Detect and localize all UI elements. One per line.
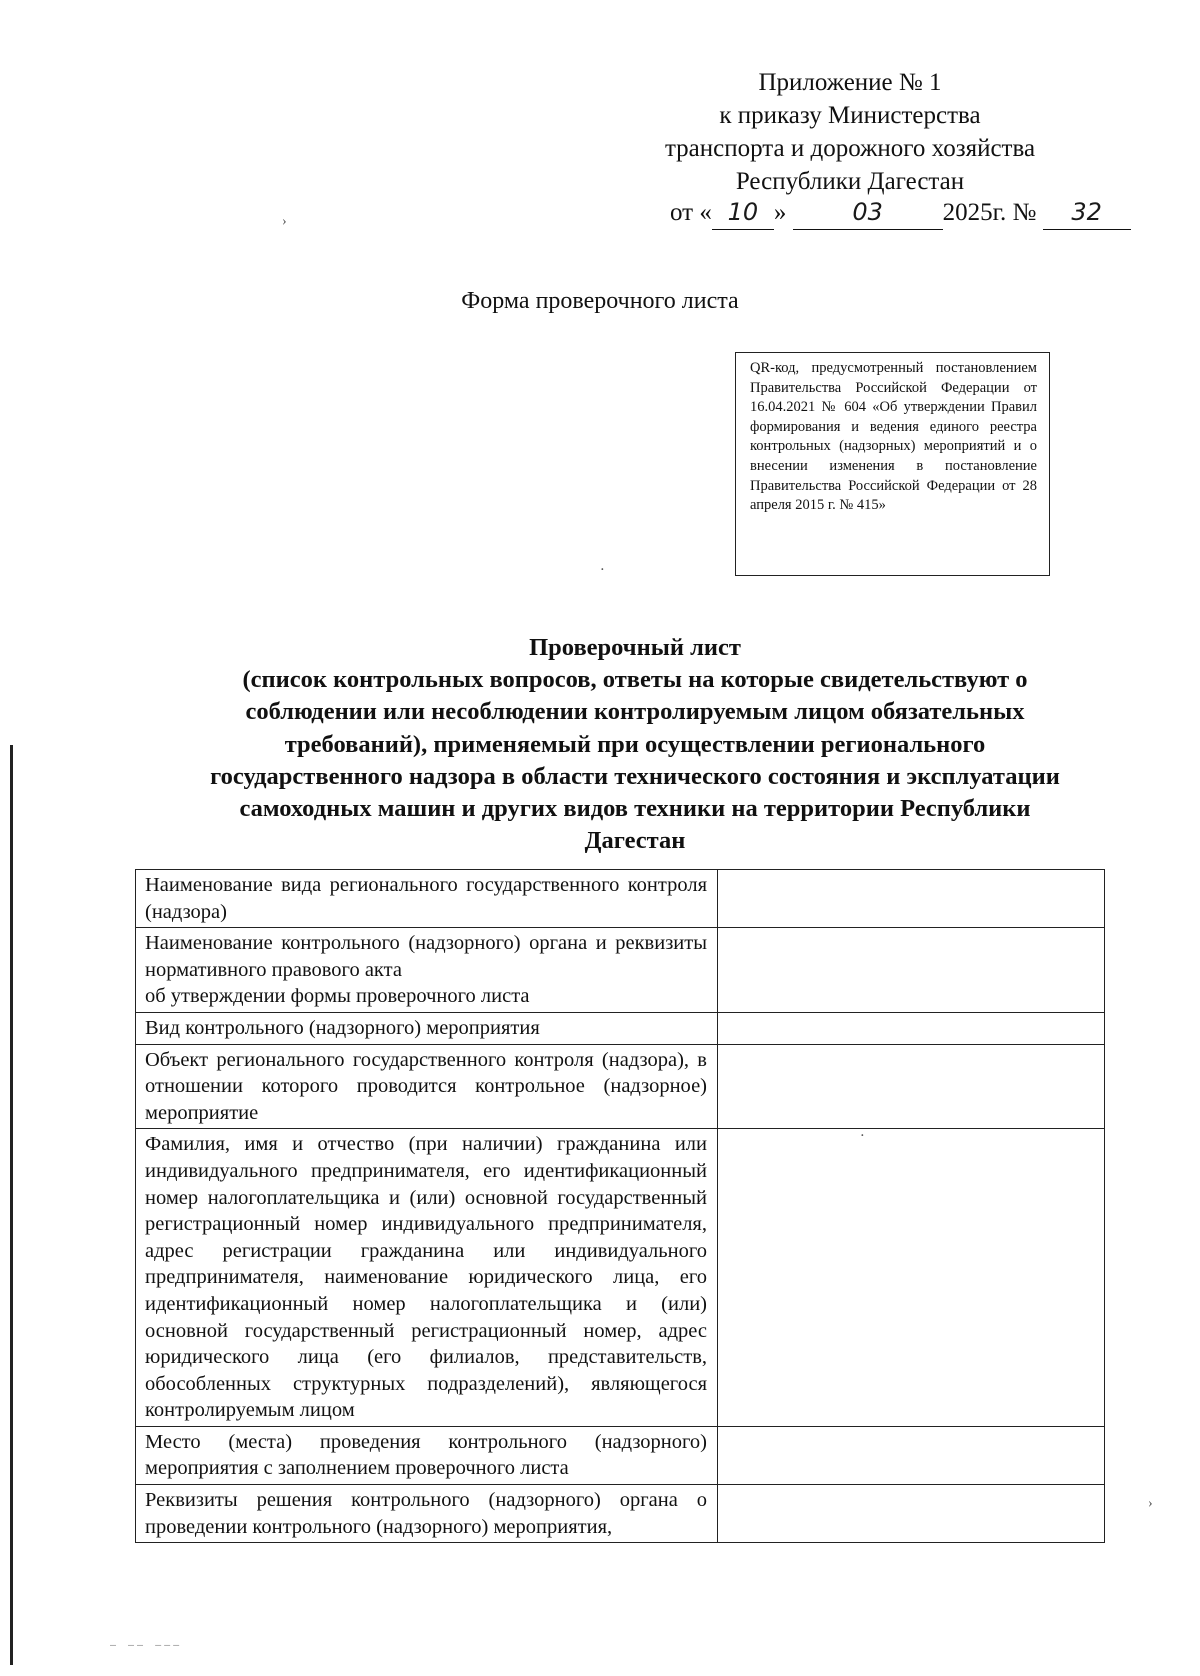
scan-speck: ․ (600, 559, 605, 574)
scan-speck: ․ (860, 1125, 865, 1140)
order-date-line (670, 196, 1130, 230)
table-row (136, 928, 1105, 1013)
question-text-part: об утверждении формы проверочного листа (145, 985, 530, 1008)
answer-cell (718, 928, 1105, 1013)
appendix-number: Приложение № 1 (758, 69, 942, 96)
checklist-title (140, 632, 1130, 857)
scan-crop-marks: — —— ——— (110, 1640, 183, 1651)
answer-cell (718, 1485, 1105, 1543)
checklist-table (135, 869, 1105, 1543)
appendix-order-ref: к приказу Министерства (719, 102, 981, 129)
question-text-part: Наименование контрольного (надзорного) органа и реквизиты нормативного правового акта (145, 932, 707, 981)
scan-margin-line (10, 745, 13, 1665)
question-cell: Место (места) проведения контрольного (надзорного) мероприятия с заполнением проверочного листа (136, 1426, 718, 1484)
qr-code-note-box (735, 352, 1050, 576)
question-cell: Реквизиты решения контрольного (надзорного) органа о проведении контрольного (надзорного) мероприятия, (136, 1485, 718, 1543)
question-cell (136, 928, 718, 1013)
scan-speck: › (282, 214, 287, 229)
answer-cell (718, 870, 1105, 928)
table-row (136, 1485, 1105, 1543)
checklist-title-line: государственного надзора в области технического состояния и эксплуатации (210, 762, 1060, 790)
checklist-title-line: (список контрольных вопросов, ответы на которые свидетельствуют о (242, 666, 1028, 694)
answer-cell (718, 1129, 1105, 1427)
table-row (136, 1426, 1105, 1484)
question-cell: Вид контрольного (надзорного) мероприятия (136, 1012, 718, 1044)
checklist-title-line: самоходных машин и других видов техники на территории Республики (239, 795, 1031, 823)
table-row (136, 1044, 1105, 1129)
checklist-title-line: Дагестан (584, 827, 686, 855)
answer-cell (718, 1044, 1105, 1129)
order-number-handwritten: 32 (1043, 196, 1131, 230)
order-year-label: 2025г. № (942, 199, 1037, 226)
checklist-title-line: Проверочный лист (529, 634, 741, 661)
order-month-handwritten: 03 (793, 196, 943, 230)
qr-code-note: QR-код, предусмотренный постановлением Правительства Российской Федерации от 16.04.2021 № 604 «Об утверждении Правил формирования и ведения единого реестра контрольных (надзорных) мероприятий и о внесении изменения в постановление Правительства Российской Федерации от 28 апреля 2015 г. № 415» (750, 360, 1037, 514)
table-row (136, 1129, 1105, 1427)
order-prefix: от « (670, 199, 712, 226)
table-row (136, 1012, 1105, 1044)
form-title: Форма проверочного листа (461, 288, 739, 314)
checklist-title-line: соблюдении или несоблюдении контролируемым лицом обязательных (245, 698, 1025, 726)
question-cell: Объект регионального государственного контроля (надзора), в отношении которого проводится контрольное (надзорное) мероприятие (136, 1044, 718, 1129)
answer-cell (718, 1426, 1105, 1484)
order-quote-close: » (773, 199, 787, 226)
scan-speck: › (1148, 1496, 1153, 1511)
answer-cell (718, 1012, 1105, 1044)
table-row (136, 870, 1105, 928)
order-day-handwritten: 10 (712, 196, 774, 230)
appendix-header (640, 66, 1060, 198)
question-cell: Наименование вида регионального государственного контроля (надзора) (136, 870, 718, 928)
appendix-ministry: транспорта и дорожного хозяйства (664, 135, 1036, 162)
question-cell: Фамилия, имя и отчество (при наличии) гражданина или индивидуального предпринимателя, его идентификационный номер налогоплательщика и (или) основной государственный регистрационный номер индивидуального предпринимателя, адрес регистрации гражданина или индивидуального предпринимателя, наименование юридического лица, его идентификационный номер налогоплательщика и (или) основной государственный регистрационный номер, адрес юридического лица (его филиалов, представительств, обособленных структурных подразделений), являющегося контролируемым лицом (136, 1129, 718, 1427)
checklist-title-line: требований), применяемый при осуществлении регионального (284, 730, 986, 758)
appendix-region: Республики Дагестан (735, 168, 965, 195)
